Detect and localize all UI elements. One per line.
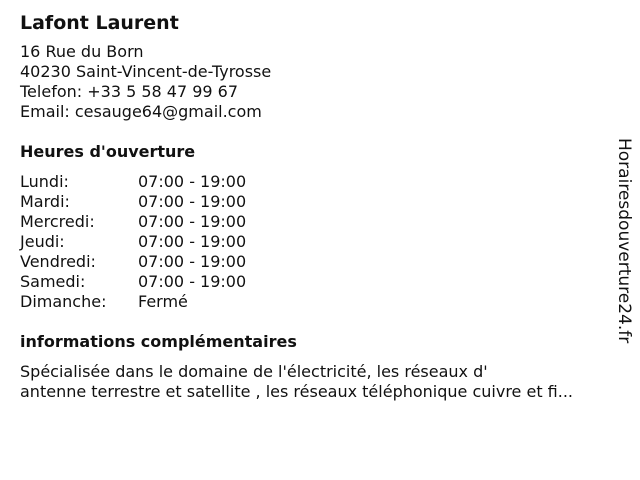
day-label: Jeudi: bbox=[20, 232, 65, 251]
hours-row-sunday bbox=[20, 292, 610, 312]
email-line: Email: cesauge64@gmail.com bbox=[20, 102, 262, 121]
time-value: 07:00 - 19:00 bbox=[138, 212, 247, 231]
info-text-line-1: Spécialisée dans le domaine de l'électricité, les réseaux d' bbox=[20, 362, 488, 381]
time-value: 07:00 - 19:00 bbox=[138, 252, 247, 271]
day-label: Lundi: bbox=[20, 172, 69, 191]
info-title: informations complémentaires bbox=[20, 332, 297, 351]
info-text-line-2: antenne terrestre et satellite , les réseaux téléphonique cuivre et fi... bbox=[20, 382, 574, 401]
address-line-2: 40230 Saint-Vincent-de-Tyrosse bbox=[20, 62, 272, 81]
time-value: Fermé bbox=[138, 292, 188, 311]
site-watermark: Horairesdouverture24.fr bbox=[614, 138, 634, 344]
hours-row-thursday bbox=[20, 232, 610, 252]
time-value: 07:00 - 19:00 bbox=[138, 172, 247, 191]
hours-row-saturday bbox=[20, 272, 610, 292]
day-label: Dimanche: bbox=[20, 292, 107, 311]
day-label: Mardi: bbox=[20, 192, 70, 211]
hours-row-monday bbox=[20, 172, 610, 192]
time-value: 07:00 - 19:00 bbox=[138, 192, 247, 211]
business-name: Lafont Laurent bbox=[20, 12, 179, 34]
hours-row-friday bbox=[20, 252, 610, 272]
day-label: Samedi: bbox=[20, 272, 86, 291]
hours-title: Heures d'ouverture bbox=[20, 142, 196, 161]
day-label: Mercredi: bbox=[20, 212, 95, 231]
hours-row-wednesday bbox=[20, 212, 610, 232]
hours-row-tuesday bbox=[20, 192, 610, 212]
address-line-1: 16 Rue du Born bbox=[20, 42, 144, 61]
time-value: 07:00 - 19:00 bbox=[138, 232, 247, 251]
day-label: Vendredi: bbox=[20, 252, 96, 271]
business-card bbox=[20, 10, 610, 402]
hours-table bbox=[20, 172, 610, 312]
time-value: 07:00 - 19:00 bbox=[138, 272, 247, 291]
phone-line: Telefon: +33 5 58 47 99 67 bbox=[20, 82, 239, 101]
